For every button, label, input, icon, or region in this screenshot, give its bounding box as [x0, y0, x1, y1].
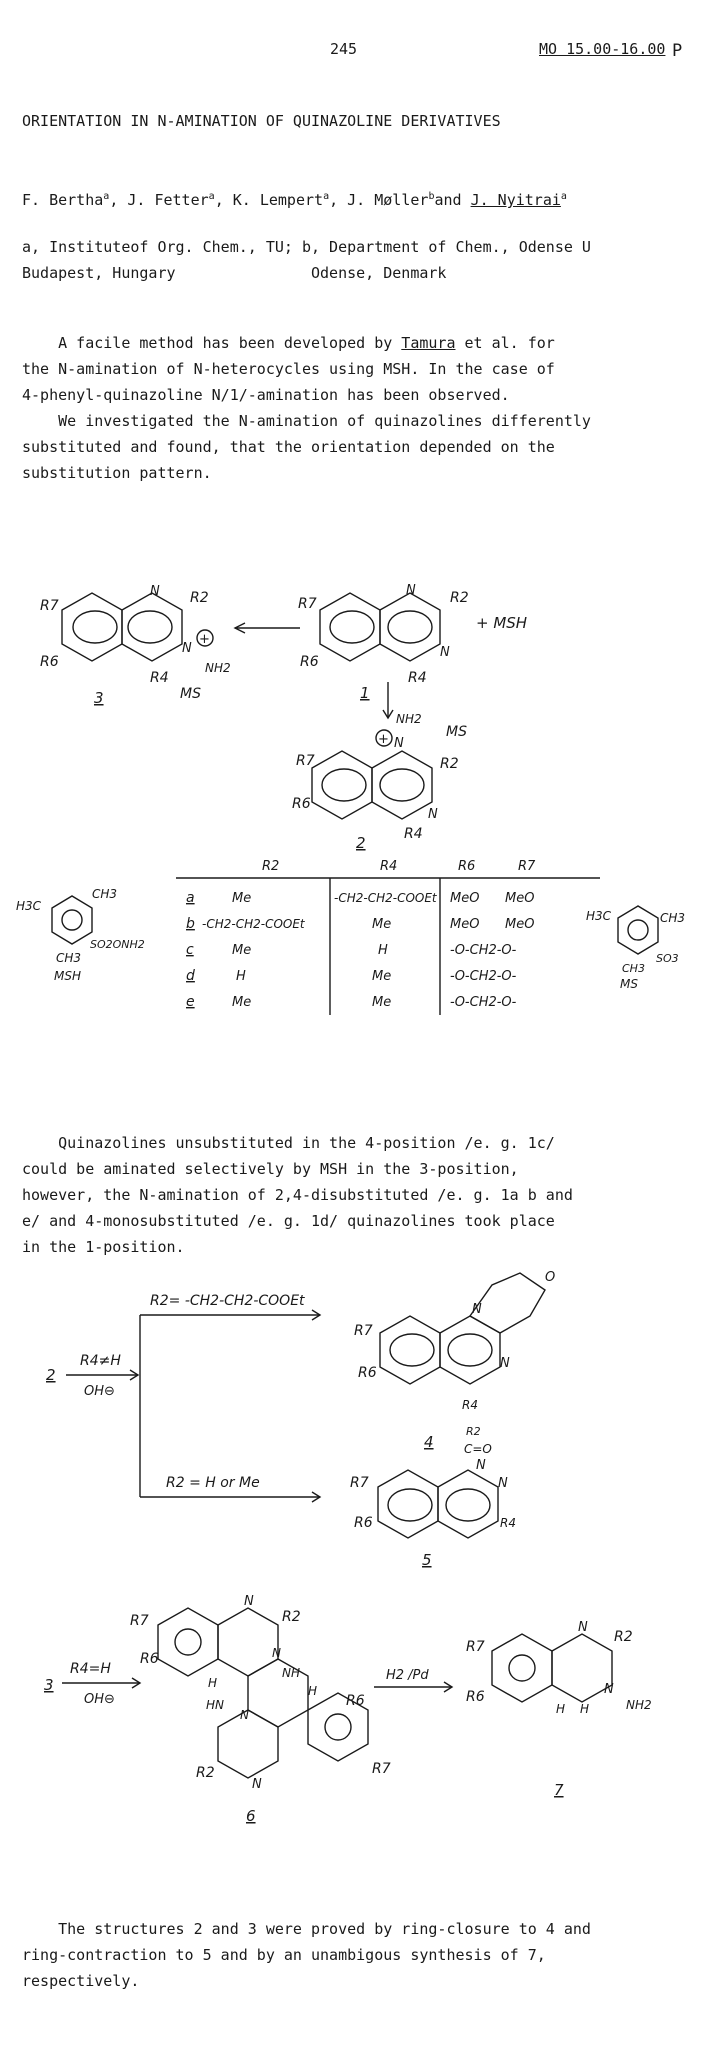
svg-text:R2= -CH2-CH2-COOEt: R2= -CH2-CH2-COOEt — [150, 1293, 305, 1309]
svg-text:MS: MS — [446, 724, 467, 740]
svg-text:-CH2-CH2-COOEt: -CH2-CH2-COOEt — [202, 917, 305, 931]
svg-text:R7: R7 — [40, 598, 59, 614]
compound-number: 6 — [246, 1807, 256, 1825]
svg-text:CH3: CH3 — [622, 962, 645, 975]
ms-anion-structure — [586, 906, 685, 991]
svg-text:MS: MS — [620, 977, 638, 991]
svg-text:N: N — [428, 807, 438, 822]
svg-text:OH⊖: OH⊖ — [84, 1384, 115, 1399]
svg-text:Me: Me — [232, 891, 252, 906]
svg-text:R4: R4 — [500, 1516, 516, 1530]
svg-text:Me: Me — [232, 943, 252, 958]
author: J. Fetter — [127, 191, 209, 209]
session-code: P — [672, 41, 683, 61]
session-label: MO 15.00-16.00 — [539, 40, 666, 58]
tamura-ref: Tamura — [401, 334, 456, 352]
structure-7 — [466, 1620, 652, 1799]
svg-text:R2: R2 — [262, 859, 280, 874]
svg-text:-O-CH2-O-: -O-CH2-O- — [450, 995, 517, 1010]
paper-title: ORIENTATION IN N-AMINATION OF QUINAZOLINE DERIVATIVES — [22, 112, 501, 130]
svg-text:R7: R7 — [298, 596, 317, 612]
svg-text:R6: R6 — [300, 654, 319, 670]
svg-text:O: O — [545, 1270, 556, 1285]
svg-text:R7: R7 — [518, 859, 536, 874]
ring-closure-scheme — [0, 1265, 704, 1580]
svg-text:R2: R2 — [450, 590, 469, 606]
svg-text:R2: R2 — [440, 756, 459, 772]
svg-text:R7: R7 — [466, 1639, 485, 1655]
svg-text:H3C: H3C — [16, 899, 42, 913]
svg-text:R4: R4 — [150, 670, 169, 686]
orientation-text: Quinazolines unsubstituted in the 4-position /e. g. 1c/ could be aminated selectively by MSH in the 3-position, however, the N-amination of 2,4-disubstituted /e. g. 1a b and e/ and 4-monosubstituted /e. g. 1d/ quinazolines took place in the 1-position. — [22, 1134, 573, 1256]
svg-text:N: N — [150, 584, 160, 599]
svg-text:H: H — [236, 969, 246, 984]
compound-number: 1 — [360, 684, 370, 702]
svg-text:R6: R6 — [358, 1365, 377, 1381]
svg-text:c: c — [186, 942, 194, 958]
svg-text:N: N — [272, 1646, 281, 1660]
svg-text:CH3: CH3 — [660, 911, 686, 925]
svg-text:MeO: MeO — [450, 917, 480, 932]
compound-number: 3 — [94, 689, 104, 707]
svg-text:CH3: CH3 — [56, 951, 82, 965]
svg-text:H: H — [556, 1702, 566, 1716]
structure-3 — [40, 584, 231, 707]
svg-text:R7: R7 — [350, 1475, 369, 1491]
page-number: 245 — [330, 40, 358, 58]
affiliations: a, Instituteof Org. Chem., TU; b, Department of Chem., Odense U Budapest, Hungary Odense, Denmark — [22, 238, 591, 282]
svg-text:OH⊖: OH⊖ — [84, 1692, 115, 1707]
svg-text:-CH2-CH2-COOEt: -CH2-CH2-COOEt — [334, 891, 437, 905]
compound-number: 7 — [554, 1781, 564, 1799]
svg-text:H: H — [378, 943, 388, 958]
svg-text:N: N — [498, 1476, 508, 1491]
structure-5 — [350, 1458, 516, 1569]
svg-text:N: N — [244, 1595, 254, 1609]
svg-text:N: N — [406, 583, 416, 598]
svg-text:N: N — [182, 641, 192, 656]
svg-text:R7: R7 — [130, 1613, 149, 1629]
svg-text:2: 2 — [46, 1366, 56, 1384]
amination-scheme — [0, 560, 704, 1020]
svg-text:MS: MS — [180, 686, 201, 702]
synthesis-scheme — [0, 1595, 704, 1845]
svg-text:N: N — [604, 1682, 614, 1697]
svg-text:H3C: H3C — [586, 909, 612, 923]
svg-text:H: H — [208, 1676, 218, 1690]
svg-text:H: H — [308, 1684, 318, 1698]
svg-text:R6: R6 — [40, 654, 59, 670]
svg-text:MeO: MeO — [450, 891, 480, 906]
author-list: F. Bertha$^a$, J. Fetter$^a$, K. Lempert$^a$, J. Møller$^b$and J. Nyitrai$^a$ — [22, 191, 567, 209]
svg-text:R2: R2 — [282, 1609, 301, 1625]
svg-text:R6: R6 — [292, 796, 311, 812]
svg-text:R6: R6 — [140, 1651, 159, 1667]
svg-text:C=O: C=O — [464, 1442, 492, 1456]
svg-text:N: N — [472, 1302, 482, 1317]
svg-text:R4: R4 — [404, 826, 423, 842]
svg-text:H2 /Pd: H2 /Pd — [386, 1668, 429, 1683]
structure-4 — [354, 1270, 555, 1456]
structure-1 — [298, 583, 527, 702]
svg-text:R7: R7 — [354, 1323, 373, 1339]
author: K. Lempert — [232, 191, 324, 209]
svg-text:N: N — [500, 1356, 510, 1371]
svg-text:NH: NH — [282, 1666, 300, 1680]
svg-text:-O-CH2-O-: -O-CH2-O- — [450, 969, 517, 984]
svg-text:e: e — [186, 994, 195, 1010]
svg-text:R2: R2 — [614, 1629, 633, 1645]
svg-text:R7: R7 — [372, 1761, 391, 1777]
svg-text:Me: Me — [372, 969, 392, 984]
svg-text:H: H — [580, 1702, 590, 1716]
svg-text:NH2: NH2 — [396, 712, 422, 726]
svg-text:b: b — [186, 916, 195, 932]
svg-text:N: N — [394, 736, 404, 751]
svg-text:a: a — [186, 890, 195, 906]
svg-text:Me: Me — [372, 917, 392, 932]
msh-structure — [16, 887, 145, 983]
svg-text:R6: R6 — [354, 1515, 373, 1531]
structure-2 — [292, 712, 467, 852]
svg-text:R2: R2 — [196, 1765, 215, 1781]
svg-text:R2: R2 — [466, 1425, 481, 1438]
svg-text:R4≠H: R4≠H — [80, 1353, 121, 1369]
abstract: A facile method has been developed by Tamura et al. for the N-amination of N-heterocycles using MSH. In the case of 4-phenyl-quinazoline N/1/-amination has been observed. We investigated the N-amination of quinazolines differently substituted and found, that the orientation depended on the substitution pattern. — [22, 334, 591, 482]
svg-text:N: N — [252, 1777, 262, 1792]
svg-text:MeO: MeO — [505, 891, 535, 906]
svg-text:Me: Me — [232, 995, 252, 1010]
svg-text:N: N — [240, 1708, 249, 1722]
author: F. Bertha — [22, 191, 104, 209]
svg-text:SO2ONH2: SO2ONH2 — [90, 938, 145, 951]
compound-number: 4 — [424, 1433, 434, 1451]
svg-text:R7: R7 — [296, 753, 315, 769]
svg-text:N: N — [476, 1458, 486, 1473]
svg-text:d: d — [186, 968, 195, 984]
svg-text:N: N — [578, 1620, 588, 1635]
svg-text:R6: R6 — [466, 1689, 485, 1705]
svg-text:R2: R2 — [190, 590, 209, 606]
svg-text:NH2: NH2 — [205, 661, 231, 675]
svg-text:3: 3 — [44, 1676, 54, 1694]
compound-number: 5 — [422, 1551, 432, 1569]
svg-text:+ MSH: + MSH — [476, 614, 528, 632]
compound-number: 2 — [356, 834, 366, 852]
svg-text:MSH: MSH — [54, 969, 81, 983]
svg-text:+: + — [378, 732, 389, 747]
svg-text:HN: HN — [206, 1698, 224, 1712]
svg-text:Me: Me — [372, 995, 392, 1010]
conclusion-text: The structures 2 and 3 were proved by ring-closure to 4 and ring-contraction to 5 and by an unambigous synthesis of 7, respectively. — [22, 1920, 591, 1990]
author: J. Møller — [347, 191, 429, 209]
author: J. Nyitrai — [470, 191, 561, 209]
substituent-table — [176, 859, 600, 1015]
svg-text:R2 = H or Me: R2 = H or Me — [166, 1475, 260, 1491]
svg-text:R4: R4 — [408, 670, 427, 686]
svg-text:R6: R6 — [346, 1693, 365, 1709]
svg-text:-O-CH2-O-: -O-CH2-O- — [450, 943, 517, 958]
svg-text:CH3: CH3 — [92, 887, 118, 901]
svg-text:+: + — [199, 632, 210, 647]
svg-text:MeO: MeO — [505, 917, 535, 932]
svg-text:R4: R4 — [380, 859, 398, 874]
svg-text:NH2: NH2 — [626, 1698, 652, 1712]
svg-text:R4: R4 — [462, 1398, 478, 1412]
svg-text:N: N — [440, 645, 450, 660]
svg-text:SO3: SO3 — [656, 952, 679, 965]
svg-text:R4=H: R4=H — [70, 1661, 111, 1677]
structure-6 — [130, 1595, 391, 1825]
svg-text:R6: R6 — [458, 859, 476, 874]
